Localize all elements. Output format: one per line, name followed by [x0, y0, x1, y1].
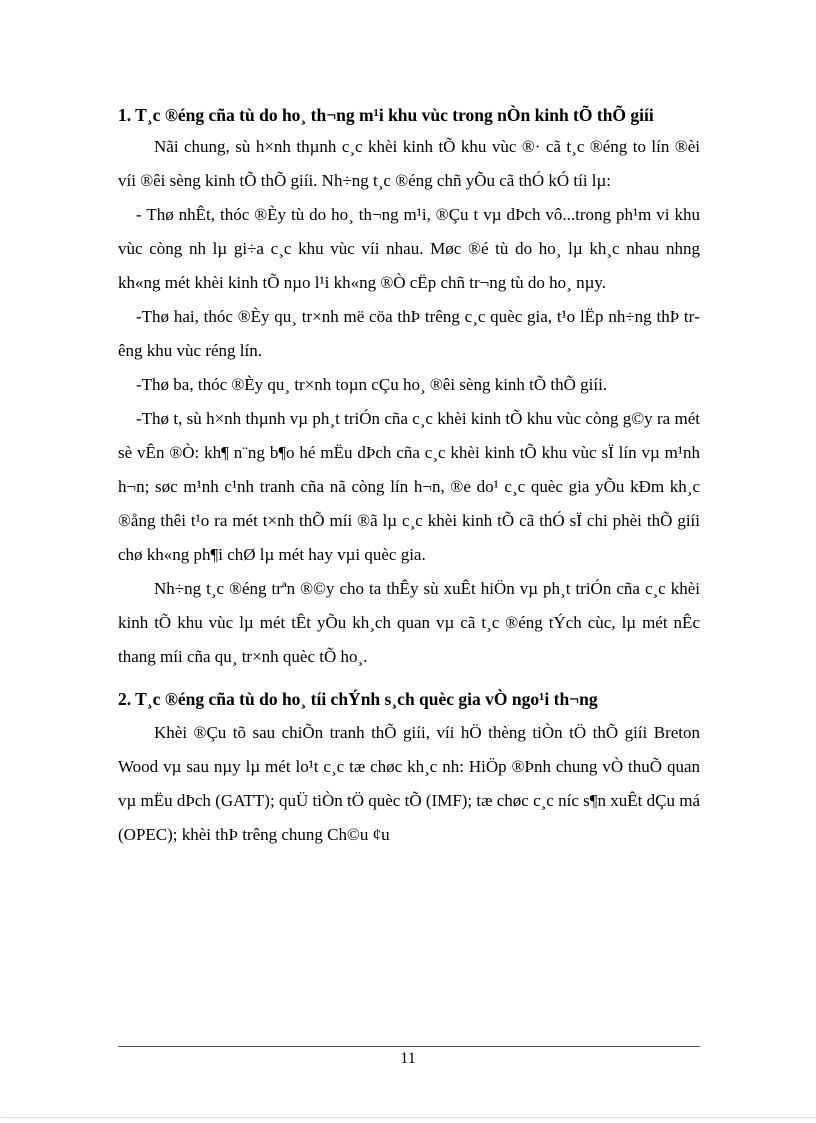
paragraph-second-point: -Thø hai, thóc ®Èy qu¸ tr×nh më cöa thÞ trêng c¸c quèc gia, t¹o lËp nh÷ng thÞ trêng khu vùc réng lín.	[118, 307, 700, 360]
page-number: 11	[400, 1050, 416, 1067]
section-heading-1: 1. T¸c ®éng cña tù do ho¸ th¬ng m¹i khu vùc trong nÒn kinh tÕ thÕ giíi	[118, 105, 654, 125]
paragraph-intro: Nãi chung, sù h×nh thµnh c¸c khèi kinh tÕ khu vùc ®· cã t¸c ®éng to lín ®èi víi ®êi sèng kinh tÕ thÕ giíi. Nh÷ng t¸c ®éng chñ yÕu cã thÓ kÓ tíi lµ:	[118, 137, 700, 190]
page-body	[118, 100, 700, 852]
paragraph-fourth-point: -Thø t, sù h×nh thµnh vµ ph¸t triÓn cña c¸c khèi kinh tÕ khu vùc còng g©y ra mét sè vÊn ®Ò: kh¶ n¨ng b¶o hé mËu dÞch cña c¸c khèi kinh tÕ khu vùc sÏ lín vµ m¹nh h¬n; søc m¹nh c¹nh tranh cña nã còng lín h¬n, ®e do¹ c¸c quèc gia yÕu kÐm kh¸c ®ång thêi t¹o ra mét t×nh thÕ míi ®ã lµ c¸c khèi kinh tÕ cã thÓ sÏ chi phèi thÕ giíi chø kh«ng ph¶i chØ lµ mét hay vµi quèc gia.	[118, 409, 700, 564]
page-bottom-border	[0, 1117, 816, 1118]
footer-divider	[118, 1046, 700, 1047]
paragraph-first-point: - Thø nhÊt, thóc ®Èy tù do ho¸ th¬ng m¹i, ®Çu t vµ dÞch vô...trong ph¹m vi khu vùc còng nh lµ gi÷a c¸c khu vùc víi nhau. Møc ®é tù do ho¸ lµ kh¸c nhau nhng kh«ng mét khèi kinh tÕ nµo l¹i kh«ng ®Ò cËp chñ tr¬ng tù do ho¸ nµy.	[118, 205, 700, 292]
paragraph-section-2: Khèi ®Çu tõ sau chiÕn tranh thÕ giíi, víi hÖ thèng tiÒn tÖ thÕ giíi Breton Wood vµ sau nµy lµ mét lo¹t c¸c tæ chøc kh¸c nh: HiÖp ®Þnh chung vÒ thuÕ quan vµ mËu dÞch (GATT); quÜ tiÒn tÖ quèc tÕ (IMF); tæ chøc c¸c níc s¶n xuÊt dÇu má (OPEC); khèi thÞ trêng chung Ch©u ¢u	[118, 723, 700, 844]
paragraph-third-point: -Thø ba, thóc ®Èy qu¸ tr×nh toµn cÇu ho¸ ®êi sèng kinh tÕ thÕ giíi.	[136, 375, 608, 394]
section-heading-2: 2. T¸c ®éng cña tù do ho¸ tíi chÝnh s¸ch quèc gia vÒ ngo¹i th¬ng	[118, 689, 598, 709]
paragraph-conclusion: Nh÷ng t¸c ®éng trªn ®©y cho ta thÊy sù xuÊt hiÖn vµ ph¸t triÓn cña c¸c khèi kinh tÕ khu vùc lµ mét tÊt yÕu kh¸ch quan vµ cã t¸c ®éng tÝch cùc, lµ mét nÊc thang míi cña qu¸ tr×nh quèc tÕ ho¸.	[118, 579, 700, 666]
